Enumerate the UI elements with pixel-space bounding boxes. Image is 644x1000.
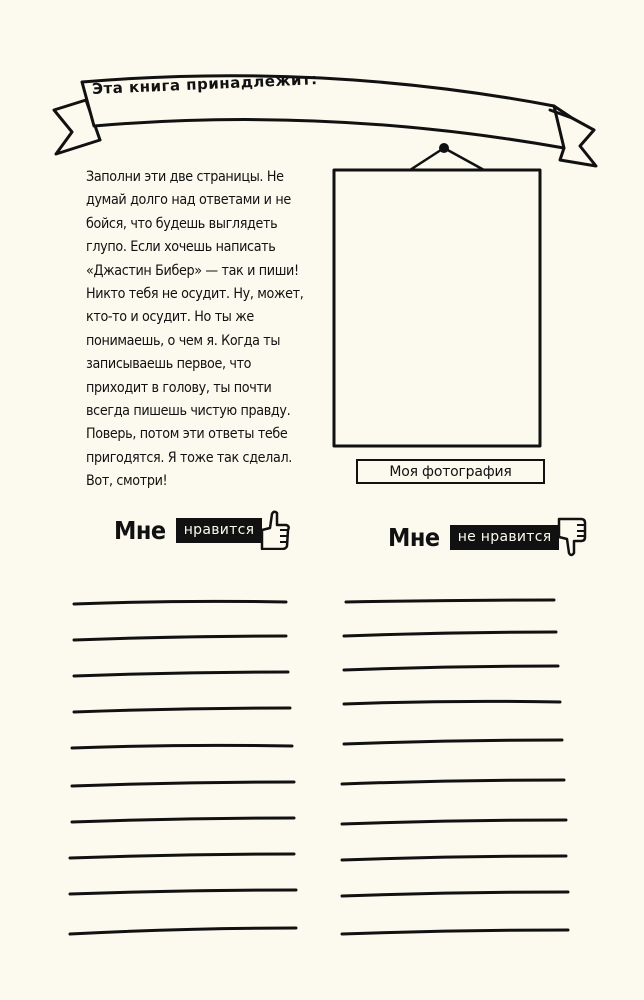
thumbs-down-icon xyxy=(557,517,587,557)
dislikes-line[interactable] xyxy=(342,856,566,860)
likes-prefix: Мне xyxy=(114,515,166,545)
likes-line[interactable] xyxy=(70,928,296,934)
likes-line[interactable] xyxy=(74,708,290,712)
likes-heading xyxy=(114,510,290,550)
nail-icon xyxy=(439,143,449,153)
likes-line[interactable] xyxy=(70,854,294,858)
photo-caption: Моя фотография xyxy=(356,459,545,484)
banner-title: Эта книга принадлежит: xyxy=(91,70,318,98)
dislikes-tag: не нравится xyxy=(450,525,560,550)
likes-line[interactable] xyxy=(72,745,292,748)
dislikes-line[interactable] xyxy=(342,820,566,824)
likes-line[interactable] xyxy=(72,818,294,822)
likes-line[interactable] xyxy=(72,782,294,786)
dislikes-heading xyxy=(388,517,587,557)
dislikes-line[interactable] xyxy=(344,632,556,636)
dislikes-line[interactable] xyxy=(342,780,564,784)
writing-lines xyxy=(0,590,644,950)
likes-line[interactable] xyxy=(74,672,288,676)
likes-tag: нравится xyxy=(176,518,263,543)
dislikes-prefix: Мне xyxy=(388,522,440,552)
likes-line[interactable] xyxy=(74,636,286,640)
dislikes-line[interactable] xyxy=(342,930,568,934)
dislikes-line[interactable] xyxy=(344,701,560,704)
dislikes-line[interactable] xyxy=(344,666,558,670)
dislikes-line[interactable] xyxy=(346,600,554,602)
dislikes-line[interactable] xyxy=(344,740,562,744)
thumbs-up-icon xyxy=(260,510,290,550)
likes-line[interactable] xyxy=(74,601,286,604)
likes-line[interactable] xyxy=(70,890,296,894)
intro-text: Заполни эти две страницы. Не думай долго над ответами и не бойся, что будешь выглядеть глупо. Если хочешь написать «Джастин Бибер» — так и пиши! Никто тебя не осудит. Ну, может, кто-то и осудит. Но ты же понимаешь, о чем я. Когда ты записываешь первое, что приходит в голову, ты почти всегда пишешь чистую правду. Поверь, потом эти ответы тебе пригодятся. Я тоже так сделал. Вот, смотри! xyxy=(86,169,304,490)
dislikes-line[interactable] xyxy=(342,892,568,896)
photo-frame[interactable] xyxy=(326,138,566,458)
